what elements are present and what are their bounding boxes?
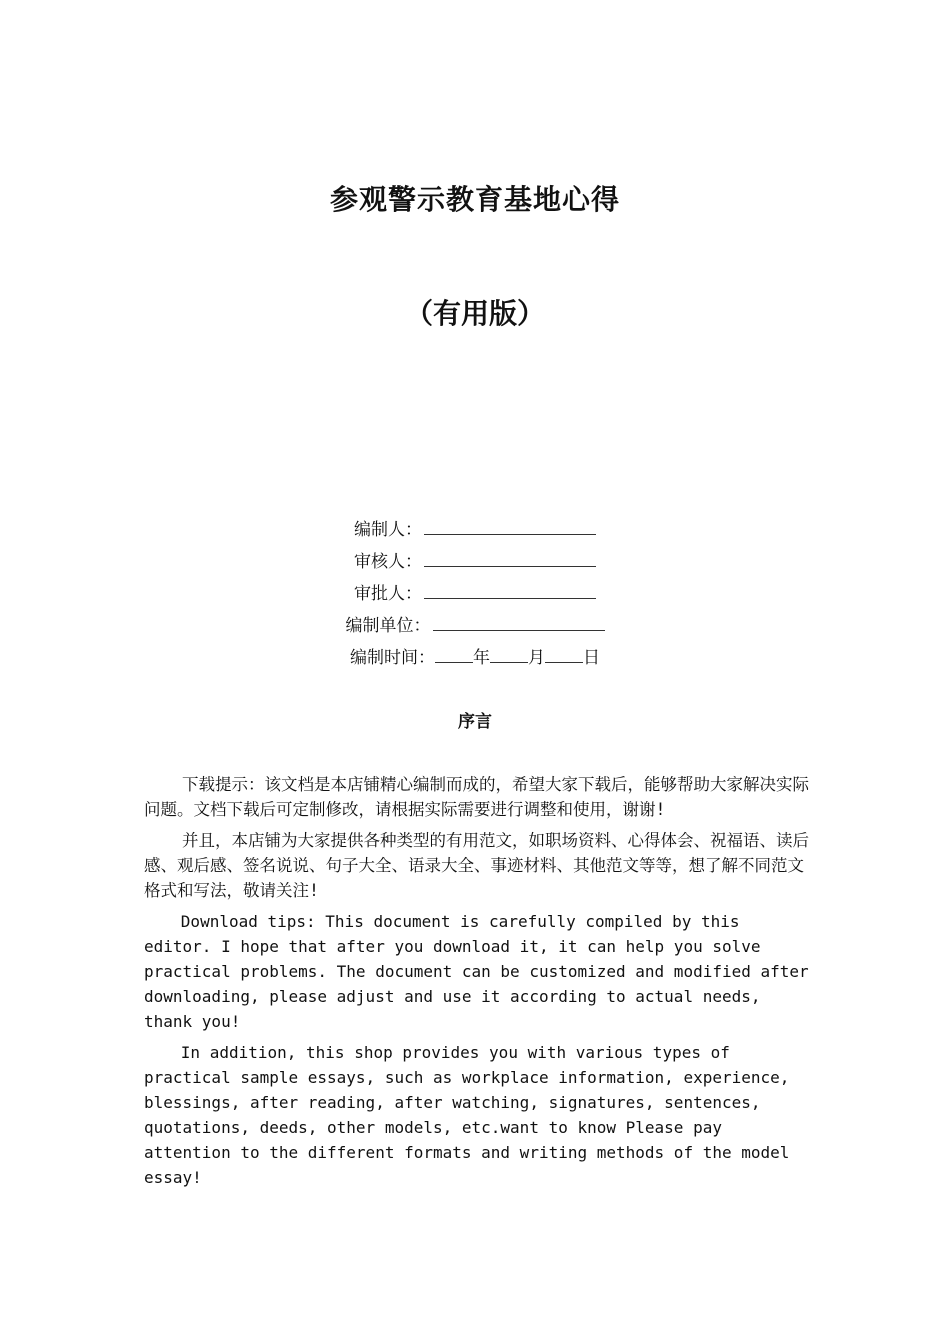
day-blank [545,642,583,663]
meta-row-unit [0,610,950,642]
day-label: 日 [583,648,600,668]
paragraph-download-tip-en: Download tips: This document is carefully compiled by this editor. I hope that after you download it, it can help you solve practical problems. The document can be customized and modified after downloading, please adjust and use it according to actual needs, thank you! [144,912,809,1031]
document-subtitle: （有用版） [404,297,545,330]
editor-label: 编制人： [354,520,422,540]
paragraph-additional-en: In addition, this shop provides you with various types of practical sample essays, such as workplace information, experience, blessings, after reading, after watching, signatures, sentences, quotations, deeds, other models, etc.want to know Please pay attention to the different formats and writing methods of the model essay! [144,1043,790,1187]
preface-heading: 序言 [458,712,492,732]
meta-row-reviewer [0,546,950,578]
preface-body [144,772,810,1196]
unit-label: 编制单位： [345,616,431,636]
reviewer-label: 审核人： [354,552,422,572]
paragraph-additional-cn: 并且，本店铺为大家提供各种类型的有用范文，如职场资料、心得体会、祝福语、读后感、观后感、签名说说、句子大全、语录大全、事迹材料、其他范文等等，想了解不同范文格式和写法，敬请关注! [144,831,809,900]
meta-row-time [0,642,950,674]
reviewer-blank [424,546,596,567]
time-label: 编制时间： [350,648,435,668]
month-blank [490,642,528,663]
meta-row-approver [0,578,950,610]
approver-blank [424,578,596,599]
document-meta-block [0,514,950,674]
meta-row-editor [0,514,950,546]
year-blank [435,642,473,663]
paragraph-download-tip-cn: 下载提示：该文档是本店铺精心编制而成的，希望大家下载后，能够帮助大家解决实际问题。文档下载后可定制修改，请根据实际需要进行调整和使用，谢谢! [144,775,809,819]
unit-blank [433,610,605,631]
approver-label: 审批人： [354,584,422,604]
month-label: 月 [528,648,545,668]
editor-blank [424,514,596,535]
document-title: 参观警示教育基地心得 [329,183,620,216]
year-label: 年 [473,648,490,668]
